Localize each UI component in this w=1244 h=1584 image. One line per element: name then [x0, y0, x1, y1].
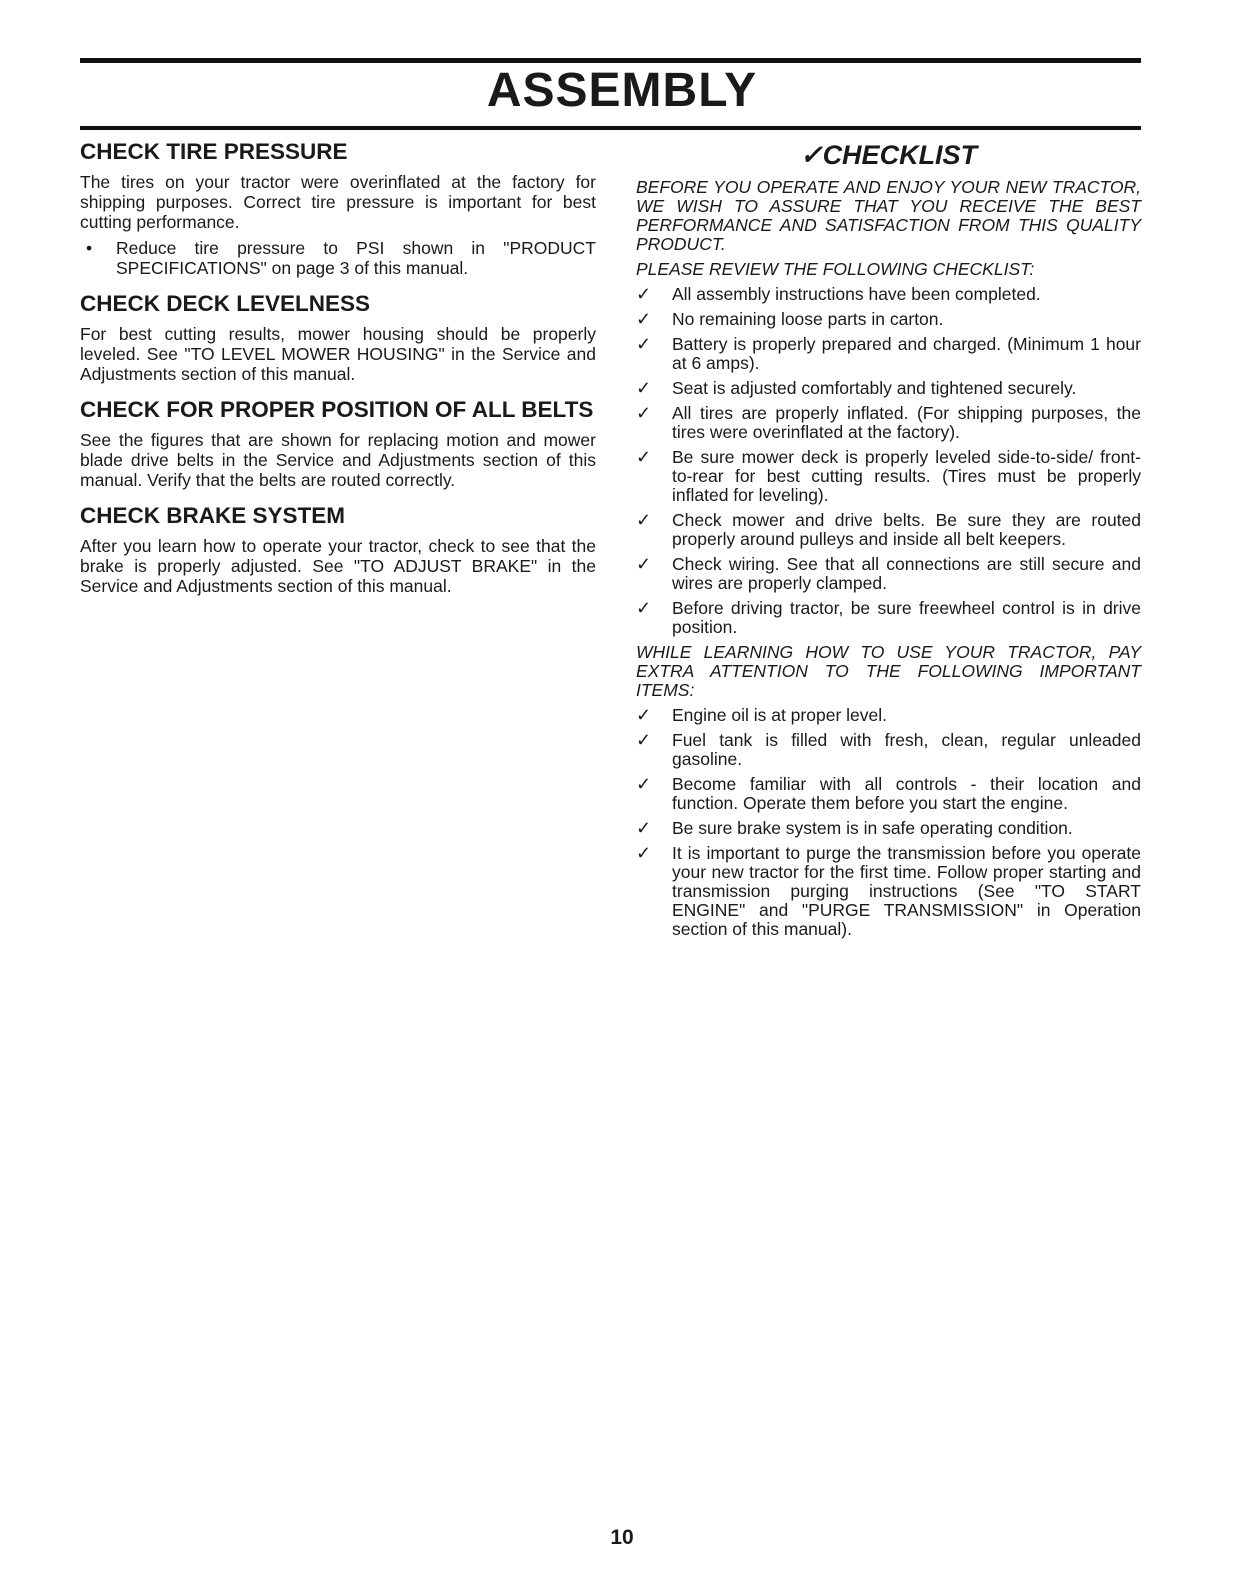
checklist-item	[636, 511, 1141, 549]
page-title: ASSEMBLY	[486, 64, 758, 117]
checklist-item	[636, 599, 1141, 637]
deck-levelness-body: For best cutting results, mower housing should be properly leveled. See "TO LEVEL MOWER HOUSING" in the Service and Adjustments section of this manual.	[80, 324, 596, 384]
checkmark-icon: ✓	[636, 403, 652, 423]
checklist-item-text: Check wiring. See that all connections are still secure and wires are properly clamped.	[672, 554, 1141, 593]
important-item	[636, 819, 1141, 838]
top-rule	[80, 58, 1141, 63]
checkmark-icon: ✓	[636, 774, 652, 794]
brake-heading: CHECK BRAKE SYSTEM	[80, 503, 346, 528]
checkmark-icon: ✓	[636, 447, 652, 467]
checklist-item-text: Be sure mower deck is properly leveled side-to-side/ front-to-rear for best cutting results. (Tires must be properly inflated for leveling).	[672, 447, 1141, 505]
checkmark-icon: ✓	[799, 140, 823, 170]
checklist-title-text: CHECKLIST	[822, 140, 978, 170]
checklist-intro: BEFORE YOU OPERATE AND ENJOY YOUR NEW TRACTOR, WE WISH TO ASSURE THAT YOU RECEIVE THE BEST PERFORMANCE AND SATISFACTION FROM THIS QUALITY PRODUCT.	[636, 177, 1141, 254]
checklist-item	[636, 379, 1141, 398]
checklist-item-text: Before driving tractor, be sure freewheel control is in drive position.	[672, 598, 1141, 637]
belts-body: See the figures that are shown for replacing motion and mower blade drive belts in the Service and Adjustments section of this manual. Verify that the belts are routed correctly.	[80, 430, 596, 490]
checklist-item-text: All assembly instructions have been completed.	[672, 284, 1041, 304]
checkmark-icon: ✓	[636, 843, 652, 863]
brake-section	[80, 504, 596, 596]
checkmark-icon: ✓	[636, 730, 652, 750]
important-item-text: It is important to purge the transmission before you operate your new tractor for the first time. Follow proper starting and transmission purging instructions (See "TO START ENGINE" and "PURGE TRANSMISSION" in Operation section of this manual).	[672, 843, 1141, 939]
title-underline-rule	[80, 126, 1141, 130]
important-item-text: Fuel tank is filled with fresh, clean, regular unleaded gasoline.	[672, 730, 1141, 769]
checkmark-icon: ✓	[636, 510, 652, 530]
tire-pressure-heading: CHECK TIRE PRESSURE	[80, 139, 348, 164]
review-heading: PLEASE REVIEW THE FOLLOWING CHECKLIST:	[636, 259, 1035, 279]
tire-pressure-bullet-text: Reduce tire pressure to PSI shown in "PRODUCT SPECIFICATIONS" on page 3 of this manual.	[116, 238, 596, 278]
important-item	[636, 706, 1141, 725]
checklist-item-text: Seat is adjusted comfortably and tightened securely.	[672, 378, 1077, 398]
checkmark-icon: ✓	[636, 284, 652, 304]
checklist-item	[636, 448, 1141, 505]
checklist-item	[636, 404, 1141, 442]
checklist-item-text: Check mower and drive belts. Be sure they are routed properly around pulleys and inside all belt keepers.	[672, 510, 1141, 549]
tire-pressure-body: The tires on your tractor were overinflated at the factory for shipping purposes. Correct tire pressure is important for best cutting performance.	[80, 172, 596, 232]
deck-levelness-heading: CHECK DECK LEVELNESS	[80, 291, 371, 316]
learning-heading: WHILE LEARNING HOW TO USE YOUR TRACTOR, PAY EXTRA ATTENTION TO THE FOLLOWING IMPORTANT ITEMS:	[636, 642, 1141, 700]
checklist-item	[636, 285, 1141, 304]
checklist-item-text: No remaining loose parts in carton.	[672, 309, 944, 329]
important-item-text: Become familiar with all controls - their location and function. Operate them before you start the engine.	[672, 774, 1141, 813]
belts-section	[80, 398, 596, 490]
important-item-text: Be sure brake system is in safe operating condition.	[672, 818, 1073, 838]
checkmark-icon: ✓	[636, 554, 652, 574]
checklist-item	[636, 335, 1141, 373]
checklist-item-text: All tires are properly inflated. (For shipping purposes, the tires were overinflated at the factory).	[672, 403, 1141, 442]
important-item	[636, 775, 1141, 813]
checklist-title	[636, 140, 1141, 170]
checkmark-icon: ✓	[636, 334, 652, 354]
important-item	[636, 844, 1141, 939]
important-item	[636, 731, 1141, 769]
brake-body: After you learn how to operate your tractor, check to see that the brake is properly adjusted. See "TO ADJUST BRAKE" in the Service and Adjustments section of this manual.	[80, 536, 596, 596]
belts-heading: CHECK FOR PROPER POSITION OF ALL BELTS	[80, 397, 594, 422]
tire-pressure-bullet	[80, 238, 596, 278]
right-column	[636, 140, 1141, 945]
checkmark-icon: ✓	[636, 378, 652, 398]
checklist-item	[636, 310, 1141, 329]
tire-pressure-section	[80, 140, 596, 278]
important-item-text: Engine oil is at proper level.	[672, 705, 887, 725]
checkmark-icon: ✓	[636, 818, 652, 838]
checkmark-icon: ✓	[636, 598, 652, 618]
page-number: 10	[610, 1526, 634, 1549]
left-column	[80, 140, 596, 610]
bullet-icon: •	[86, 238, 93, 258]
important-items-list	[636, 706, 1141, 939]
checkmark-icon: ✓	[636, 309, 652, 329]
checkmark-icon: ✓	[636, 705, 652, 725]
deck-levelness-section	[80, 292, 596, 384]
checklist-item	[636, 555, 1141, 593]
checklist	[636, 285, 1141, 637]
checklist-item-text: Battery is properly prepared and charged. (Minimum 1 hour at 6 amps).	[672, 334, 1141, 373]
